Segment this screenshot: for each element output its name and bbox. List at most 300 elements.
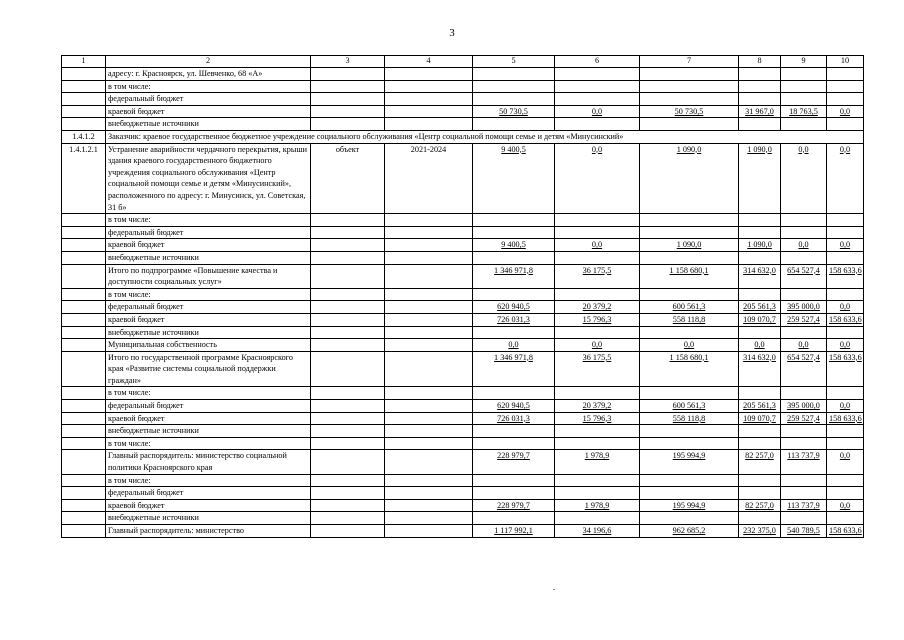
row-number-cell xyxy=(62,80,106,93)
value-cell xyxy=(739,68,781,81)
table-row xyxy=(62,326,864,339)
value-cell: 962 685,2 xyxy=(640,525,739,538)
value-cell: 109 070,7 xyxy=(739,313,781,326)
value-cell xyxy=(827,326,864,339)
value-cell: 232 375,0 xyxy=(739,525,781,538)
value-cell xyxy=(739,437,781,450)
value-cell: 1 346 971,8 xyxy=(473,351,555,387)
value-cell: 1 346 971,8 xyxy=(473,264,555,288)
value-cell: 113 737,9 xyxy=(781,499,827,512)
period-cell xyxy=(385,387,473,400)
unit-cell xyxy=(311,387,385,400)
table-row xyxy=(62,68,864,81)
value-cell: 654 527,4 xyxy=(781,264,827,288)
description-cell: федеральный бюджет xyxy=(106,93,311,106)
value-cell: 0,0 xyxy=(473,339,555,352)
unit-cell xyxy=(311,412,385,425)
value-cell xyxy=(827,93,864,106)
column-header: 5 xyxy=(473,56,555,68)
value-cell: 1 978,9 xyxy=(555,450,640,474)
value-cell: 0,0 xyxy=(781,143,827,214)
unit-cell: объект xyxy=(311,143,385,214)
value-cell xyxy=(473,425,555,438)
period-cell xyxy=(385,239,473,252)
value-cell xyxy=(827,288,864,301)
table-row xyxy=(62,512,864,525)
value-cell xyxy=(781,80,827,93)
period-cell xyxy=(385,351,473,387)
value-cell: 558 118,8 xyxy=(640,313,739,326)
description-cell: краевой бюджет xyxy=(106,239,311,252)
value-cell: 1 090,0 xyxy=(640,143,739,214)
scan-speck xyxy=(553,589,555,590)
column-header: 3 xyxy=(311,56,385,68)
period-cell xyxy=(385,400,473,413)
value-cell: 654 527,4 xyxy=(781,351,827,387)
value-cell xyxy=(555,226,640,239)
row-number-cell xyxy=(62,412,106,425)
row-number-cell xyxy=(62,512,106,525)
table-row xyxy=(62,351,864,387)
value-cell: 9 400,5 xyxy=(473,143,555,214)
value-cell xyxy=(473,118,555,131)
value-cell: 15 796,3 xyxy=(555,313,640,326)
value-cell xyxy=(640,487,739,500)
description-cell: внебюджетные источники xyxy=(106,425,311,438)
value-cell: 600 561,3 xyxy=(640,301,739,314)
value-cell xyxy=(473,437,555,450)
value-cell: 1 158 680,1 xyxy=(640,351,739,387)
period-cell xyxy=(385,313,473,326)
period-cell xyxy=(385,499,473,512)
row-number-cell xyxy=(62,251,106,264)
row-number-cell xyxy=(62,288,106,301)
value-cell xyxy=(781,226,827,239)
value-cell xyxy=(555,80,640,93)
value-cell: 620 940,5 xyxy=(473,301,555,314)
value-cell xyxy=(739,425,781,438)
table-row xyxy=(62,400,864,413)
period-cell xyxy=(385,425,473,438)
value-cell xyxy=(739,80,781,93)
value-cell: 0,0 xyxy=(827,339,864,352)
description-cell: внебюджетные источники xyxy=(106,251,311,264)
value-cell xyxy=(827,80,864,93)
value-cell: 113 737,9 xyxy=(781,450,827,474)
value-cell xyxy=(739,487,781,500)
value-cell xyxy=(827,437,864,450)
column-header: 4 xyxy=(385,56,473,68)
value-cell: 0,0 xyxy=(555,143,640,214)
table-row xyxy=(62,487,864,500)
value-cell xyxy=(640,93,739,106)
description-cell: Устранение аварийности чердачного перекрытия, крыши здания краевого государственного бюджетного учреждения социального обслуживания «Центр социальной помощи семье и детям «Минусинский», расположенного по адресу: г. Минусинск, ул. Советская, 31 б» xyxy=(106,143,311,214)
value-cell: 36 175,5 xyxy=(555,264,640,288)
value-cell: 395 000,0 xyxy=(781,400,827,413)
unit-cell xyxy=(311,313,385,326)
value-cell: 1 090,0 xyxy=(739,239,781,252)
row-number-cell xyxy=(62,301,106,314)
header-row xyxy=(62,56,864,68)
value-cell: 259 527,4 xyxy=(781,412,827,425)
table-row xyxy=(62,525,864,538)
value-cell: 558 118,8 xyxy=(640,412,739,425)
value-cell: 82 257,0 xyxy=(739,499,781,512)
value-cell: 228 979,7 xyxy=(473,450,555,474)
value-cell xyxy=(781,437,827,450)
description-cell: Итого по государственной программе Красноярского края «Развитие системы социальной поддержки граждан» xyxy=(106,351,311,387)
value-cell xyxy=(739,118,781,131)
description-cell: Муниципальная собственность xyxy=(106,339,311,352)
value-cell xyxy=(473,512,555,525)
period-cell xyxy=(385,214,473,227)
unit-cell xyxy=(311,239,385,252)
description-cell: в том числе: xyxy=(106,437,311,450)
table-row xyxy=(62,251,864,264)
value-cell: 0,0 xyxy=(827,301,864,314)
table-row xyxy=(62,313,864,326)
row-number-cell xyxy=(62,437,106,450)
value-cell xyxy=(555,288,640,301)
period-cell xyxy=(385,93,473,106)
value-cell: 0,0 xyxy=(781,239,827,252)
value-cell xyxy=(473,326,555,339)
value-cell: 195 994,9 xyxy=(640,499,739,512)
value-cell: 158 633,6 xyxy=(827,351,864,387)
value-cell xyxy=(781,288,827,301)
value-cell: 205 561,3 xyxy=(739,301,781,314)
unit-cell xyxy=(311,525,385,538)
value-cell xyxy=(827,474,864,487)
value-cell: 195 994,9 xyxy=(640,450,739,474)
unit-cell xyxy=(311,93,385,106)
table-row xyxy=(62,105,864,118)
value-cell xyxy=(555,214,640,227)
value-cell: 726 031,3 xyxy=(473,412,555,425)
value-cell: 0,0 xyxy=(640,339,739,352)
table-row xyxy=(62,118,864,131)
description-cell: краевой бюджет xyxy=(106,412,311,425)
row-number-cell: 1.4.1.2.1 xyxy=(62,143,106,214)
value-cell: 395 000,0 xyxy=(781,301,827,314)
value-cell xyxy=(473,288,555,301)
value-cell xyxy=(739,512,781,525)
table-row xyxy=(62,301,864,314)
value-cell: 205 561,3 xyxy=(739,400,781,413)
row-number-cell xyxy=(62,474,106,487)
column-header: 10 xyxy=(827,56,864,68)
value-cell: 31 967,0 xyxy=(739,105,781,118)
value-cell: 1 090,0 xyxy=(739,143,781,214)
unit-cell xyxy=(311,474,385,487)
value-cell xyxy=(473,214,555,227)
unit-cell xyxy=(311,400,385,413)
value-cell: 0,0 xyxy=(827,239,864,252)
table-row xyxy=(62,239,864,252)
period-cell xyxy=(385,251,473,264)
column-header: 9 xyxy=(781,56,827,68)
unit-cell xyxy=(311,105,385,118)
table-row xyxy=(62,226,864,239)
period-cell: 2021-2024 xyxy=(385,143,473,214)
row-number-cell xyxy=(62,525,106,538)
row-number-cell xyxy=(62,214,106,227)
row-number-cell xyxy=(62,450,106,474)
value-cell xyxy=(640,251,739,264)
value-cell xyxy=(739,226,781,239)
description-cell: в том числе: xyxy=(106,387,311,400)
unit-cell xyxy=(311,450,385,474)
value-cell: 18 763,5 xyxy=(781,105,827,118)
value-cell xyxy=(473,80,555,93)
period-cell xyxy=(385,326,473,339)
value-cell xyxy=(555,68,640,81)
value-cell xyxy=(739,474,781,487)
value-cell xyxy=(827,226,864,239)
value-cell xyxy=(781,118,827,131)
row-number-cell: 1.4.1.2 xyxy=(62,130,106,143)
value-cell xyxy=(827,487,864,500)
period-cell xyxy=(385,487,473,500)
value-cell: 1 090,0 xyxy=(640,239,739,252)
value-cell xyxy=(781,487,827,500)
row-number-cell xyxy=(62,499,106,512)
value-cell xyxy=(473,68,555,81)
value-cell: 20 379,2 xyxy=(555,301,640,314)
description-cell: в том числе: xyxy=(106,214,311,227)
value-cell xyxy=(781,425,827,438)
row-number-cell xyxy=(62,118,106,131)
unit-cell xyxy=(311,487,385,500)
description-cell: в том числе: xyxy=(106,288,311,301)
value-cell xyxy=(555,487,640,500)
value-cell xyxy=(781,68,827,81)
value-cell xyxy=(640,437,739,450)
value-cell xyxy=(739,251,781,264)
unit-cell xyxy=(311,80,385,93)
value-cell xyxy=(473,474,555,487)
column-header: 1 xyxy=(62,56,106,68)
value-cell xyxy=(739,326,781,339)
unit-cell xyxy=(311,68,385,81)
value-cell: 0,0 xyxy=(555,239,640,252)
value-cell xyxy=(640,512,739,525)
period-cell xyxy=(385,264,473,288)
value-cell: 1 978,9 xyxy=(555,499,640,512)
description-cell: адресу: г. Красноярск, ул. Шевченко, 68 «А» xyxy=(106,68,311,81)
description-cell: федеральный бюджет xyxy=(106,487,311,500)
value-cell xyxy=(555,425,640,438)
value-cell xyxy=(739,387,781,400)
value-cell xyxy=(555,118,640,131)
value-cell: 158 633,6 xyxy=(827,525,864,538)
value-cell xyxy=(781,387,827,400)
table-row xyxy=(62,130,864,143)
value-cell: 259 527,4 xyxy=(781,313,827,326)
table-row xyxy=(62,499,864,512)
value-cell xyxy=(827,512,864,525)
value-cell xyxy=(640,118,739,131)
description-cell: федеральный бюджет xyxy=(106,301,311,314)
table-row xyxy=(62,93,864,106)
value-cell: 600 561,3 xyxy=(640,400,739,413)
column-header: 2 xyxy=(106,56,311,68)
row-number-cell xyxy=(62,387,106,400)
unit-cell xyxy=(311,214,385,227)
value-cell xyxy=(473,226,555,239)
table-row xyxy=(62,425,864,438)
value-cell xyxy=(555,474,640,487)
value-cell: 0,0 xyxy=(555,339,640,352)
row-number-cell xyxy=(62,339,106,352)
unit-cell xyxy=(311,351,385,387)
value-cell xyxy=(827,425,864,438)
unit-cell xyxy=(311,425,385,438)
table-row xyxy=(62,387,864,400)
value-cell xyxy=(781,326,827,339)
value-cell xyxy=(640,474,739,487)
value-cell xyxy=(827,118,864,131)
value-cell xyxy=(555,93,640,106)
unit-cell xyxy=(311,226,385,239)
value-cell xyxy=(473,93,555,106)
value-cell: 0,0 xyxy=(827,499,864,512)
period-cell xyxy=(385,226,473,239)
value-cell xyxy=(555,437,640,450)
row-number-cell xyxy=(62,425,106,438)
value-cell: 1 158 680,1 xyxy=(640,264,739,288)
value-cell: 228 979,7 xyxy=(473,499,555,512)
value-cell: 1 117 992,1 xyxy=(473,525,555,538)
unit-cell xyxy=(311,326,385,339)
description-cell: внебюджетные источники xyxy=(106,512,311,525)
value-cell xyxy=(640,387,739,400)
unit-cell xyxy=(311,301,385,314)
value-cell: 158 633,6 xyxy=(827,412,864,425)
customer-cell: Заказчик: краевое государственное бюджетное учреждение социального обслуживания «Центр социальной помощи семье и детям «Минусинский» xyxy=(106,130,864,143)
value-cell xyxy=(555,251,640,264)
row-number-cell xyxy=(62,326,106,339)
value-cell xyxy=(640,425,739,438)
value-cell xyxy=(827,214,864,227)
budget-table xyxy=(61,55,864,538)
value-cell: 0,0 xyxy=(827,105,864,118)
row-number-cell xyxy=(62,226,106,239)
value-cell xyxy=(781,93,827,106)
unit-cell xyxy=(311,251,385,264)
table-body xyxy=(62,68,864,538)
description-cell: Главный распорядитель: министерство социальной политики Красноярского края xyxy=(106,450,311,474)
table-row xyxy=(62,143,864,214)
period-cell xyxy=(385,412,473,425)
page-number: 3 xyxy=(449,27,455,39)
value-cell: 15 796,3 xyxy=(555,412,640,425)
table-row xyxy=(62,450,864,474)
value-cell xyxy=(827,251,864,264)
period-cell xyxy=(385,512,473,525)
unit-cell xyxy=(311,512,385,525)
description-cell: федеральный бюджет xyxy=(106,226,311,239)
row-number-cell xyxy=(62,400,106,413)
description-cell: внебюджетные источники xyxy=(106,118,311,131)
value-cell: 314 632,0 xyxy=(739,351,781,387)
period-cell xyxy=(385,437,473,450)
table-row xyxy=(62,288,864,301)
value-cell xyxy=(555,326,640,339)
row-number-cell xyxy=(62,239,106,252)
row-number-cell xyxy=(62,351,106,387)
table-row xyxy=(62,339,864,352)
unit-cell xyxy=(311,339,385,352)
description-cell: в том числе: xyxy=(106,80,311,93)
row-number-cell xyxy=(62,264,106,288)
row-number-cell xyxy=(62,68,106,81)
table-row xyxy=(62,214,864,227)
value-cell xyxy=(781,474,827,487)
unit-cell xyxy=(311,288,385,301)
description-cell: краевой бюджет xyxy=(106,499,311,512)
value-cell: 540 789,5 xyxy=(781,525,827,538)
period-cell xyxy=(385,288,473,301)
description-cell: внебюджетные источники xyxy=(106,326,311,339)
value-cell: 158 633,6 xyxy=(827,264,864,288)
column-header: 7 xyxy=(640,56,739,68)
period-cell xyxy=(385,474,473,487)
value-cell xyxy=(827,387,864,400)
value-cell xyxy=(781,214,827,227)
description-cell: Итого по подпрограмме «Повышение качества и доступности социальных услуг» xyxy=(106,264,311,288)
value-cell xyxy=(640,80,739,93)
description-cell: Главный распорядитель: министерство xyxy=(106,525,311,538)
value-cell: 0,0 xyxy=(827,450,864,474)
row-number-cell xyxy=(62,93,106,106)
row-number-cell xyxy=(62,487,106,500)
value-cell xyxy=(473,387,555,400)
value-cell xyxy=(739,214,781,227)
column-header: 6 xyxy=(555,56,640,68)
table-row xyxy=(62,474,864,487)
description-cell: краевой бюджет xyxy=(106,105,311,118)
value-cell xyxy=(781,512,827,525)
period-cell xyxy=(385,339,473,352)
unit-cell xyxy=(311,499,385,512)
value-cell xyxy=(739,288,781,301)
description-cell: федеральный бюджет xyxy=(106,400,311,413)
table-row xyxy=(62,264,864,288)
value-cell: 109 070,7 xyxy=(739,412,781,425)
value-cell xyxy=(473,251,555,264)
value-cell: 82 257,0 xyxy=(739,450,781,474)
period-cell xyxy=(385,68,473,81)
period-cell xyxy=(385,301,473,314)
description-cell: в том числе: xyxy=(106,474,311,487)
unit-cell xyxy=(311,118,385,131)
table-row xyxy=(62,80,864,93)
table-row xyxy=(62,437,864,450)
value-cell: 36 175,5 xyxy=(555,351,640,387)
value-cell: 314 632,0 xyxy=(739,264,781,288)
value-cell xyxy=(739,93,781,106)
value-cell: 726 031,3 xyxy=(473,313,555,326)
value-cell xyxy=(640,68,739,81)
value-cell xyxy=(555,387,640,400)
value-cell: 9 400,5 xyxy=(473,239,555,252)
unit-cell xyxy=(311,437,385,450)
row-number-cell xyxy=(62,105,106,118)
value-cell xyxy=(640,214,739,227)
unit-cell xyxy=(311,264,385,288)
value-cell xyxy=(640,226,739,239)
